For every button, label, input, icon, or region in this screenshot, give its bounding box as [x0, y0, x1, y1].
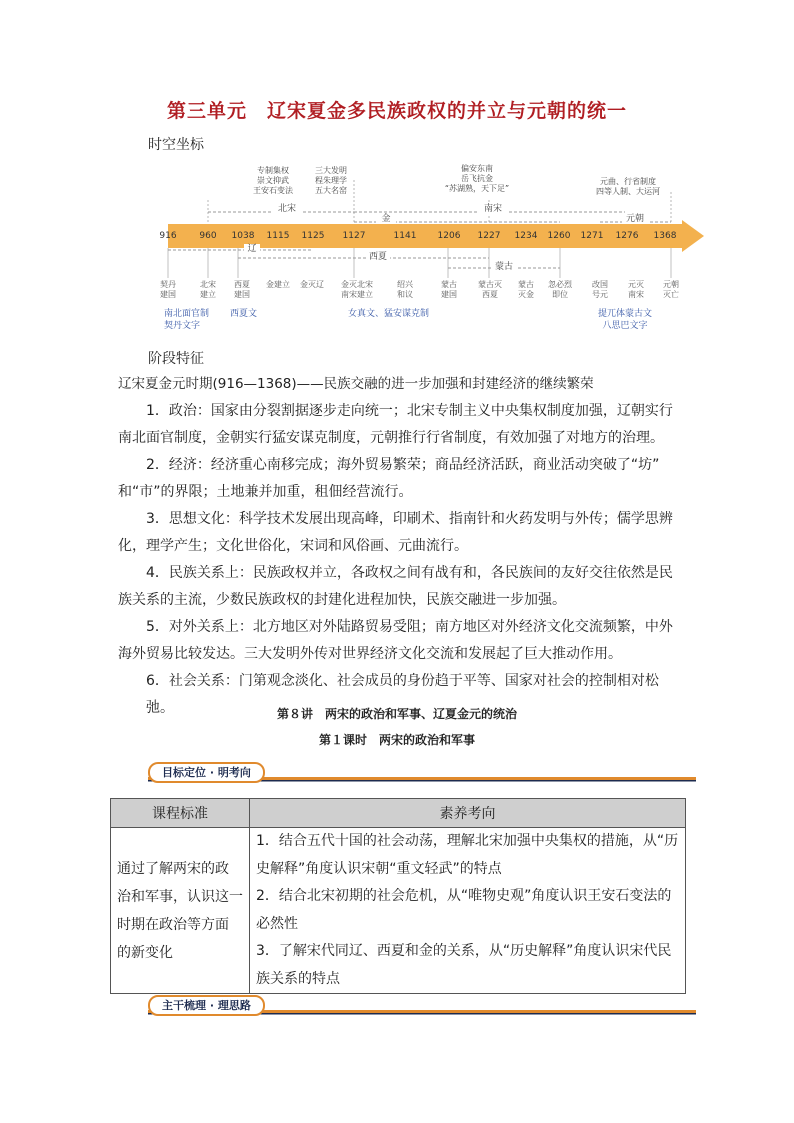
table-row	[111, 828, 686, 994]
year-label: 1234	[514, 231, 538, 241]
feature-item: 6．社会关系：门第观念淡化、社会成员的身份趋于平等、国家对社会的控制相对松弛。	[146, 673, 659, 716]
features-block	[118, 371, 678, 722]
goal-item: 3．了解宋代同辽、西夏和金的关系，从“历史解释”角度认识宋代民 族关系的特点	[256, 943, 672, 987]
timeline-above-event: 三大发明 程朱理学 五大名窑	[315, 166, 347, 195]
timeline-below-event: 元灭 南宋	[628, 280, 644, 299]
timeline-below-event: 蒙古灭 西夏	[478, 280, 502, 299]
year-label: 960	[199, 231, 217, 241]
culture-note: 南北面官制 契丹文字	[164, 309, 210, 331]
section-timeline-label: 时空坐标	[148, 137, 204, 153]
year-label: 1368	[653, 231, 677, 241]
goals-cell	[250, 828, 686, 994]
standards-table	[110, 798, 686, 994]
timeline-below-event: 蒙古 灭金	[518, 280, 534, 299]
feature-item: 4．民族关系上：民族政权并立，各政权之间有战有和，各民族间的友好交往依然是民 族关系的主流，少数民族政权的封建化进程加快，民族交融进一步加强。	[118, 565, 673, 608]
timeline-below-event: 北宋 建立	[200, 280, 216, 299]
year-label: 1227	[477, 231, 501, 241]
culture-note: 提兀体蒙古文 八思巴文字	[598, 309, 653, 331]
year-label: 916	[159, 231, 177, 241]
feature-item: 1．政治：国家由分裂割据逐步走向统一；北宋专制主义中央集权制度加强，辽朝实行 南北面官制度，金朝实行猛安谋克制度，元朝推行行省制度，有效加强了对地方的治理。	[118, 403, 673, 446]
timeline-below-event: 忽必烈 即位	[548, 280, 572, 299]
timeline-below-event: 金建立	[266, 280, 290, 289]
banner-pill	[148, 995, 265, 1016]
year-label: 1115	[266, 231, 290, 241]
culture-note: 女真文、猛安谋克制	[348, 309, 430, 319]
banner-text: 目标定位 · 明考向	[162, 766, 251, 779]
year-label: 1276	[615, 231, 639, 241]
banner-outline	[118, 992, 696, 1018]
dynasty-label-lower: 辽	[244, 244, 260, 254]
unit-title: 第三单元 辽宋夏金多民族政权的并立与元朝的统一	[166, 100, 627, 122]
timeline-below-event: 改国 号元	[592, 280, 608, 299]
year-label: 1260	[547, 231, 571, 241]
timeline-below-event: 蒙古 建国	[441, 280, 457, 299]
features-headline: 辽宋夏金元时期(916—1368)——民族交融的进一步加强和封建经济的继续繁荣	[118, 376, 594, 392]
timeline-below-event: 契丹 建国	[160, 280, 176, 299]
dynasty-label-upper: 金	[376, 214, 396, 224]
timeline-above-event: 元曲、行省制度 四等人制、大运河	[596, 177, 660, 196]
year-label: 1127	[342, 231, 366, 241]
banner-pill	[148, 762, 265, 783]
dynasty-label-upper: 元朝	[622, 214, 648, 224]
lesson-title: 第１课时 两宋的政治和军事	[318, 733, 475, 747]
section-features-label: 阶段特征	[148, 351, 204, 367]
timeline-figure	[152, 160, 708, 342]
timeline-above-event: 偏安东南 岳飞抗金 “苏湖熟，天下足”	[444, 164, 510, 193]
dynasty-label-lower: 西夏	[366, 252, 390, 262]
banner-goals	[118, 759, 696, 785]
timeline-below-event: 元朝 灭亡	[663, 280, 679, 299]
lecture-title: 第８讲 两宋的政治和军事、辽夏金元的统治	[276, 707, 517, 721]
dynasty-label-lower: 蒙古	[492, 262, 516, 272]
timeline-above-event: 专制集权 崇文抑武 王安石变法	[253, 166, 293, 195]
year-label: 1206	[437, 231, 461, 241]
table-header-cell: 课程标准	[111, 799, 250, 828]
dynasty-label-upper: 北宋	[272, 204, 302, 214]
table-header-cell: 素养考向	[250, 799, 686, 828]
timeline-below-event: 金灭辽	[300, 280, 324, 289]
dynasty-label-upper: 南宋	[478, 204, 508, 214]
goal-item: 1．结合五代十国的社会动荡，理解北宋加强中央集权的措施，从“历 史解释”角度认识宋朝“重文轻武”的特点	[256, 833, 679, 877]
table-header-row	[111, 799, 686, 828]
goal-item: 2．结合北宋初期的社会危机，从“唯物史观”角度认识王安石变法的 必然性	[256, 888, 672, 932]
timeline-below-event: 金灭北宋 南宋建立	[341, 280, 373, 299]
standard-cell: 通过了解两宋的政 治和军事，认识这一 时期在政治等方面 的新变化	[111, 828, 250, 994]
year-label: 1125	[301, 231, 325, 241]
feature-item: 5．对外关系上：北方地区对外陆路贸易受阻；南方地区对外经济文化交流频繁，中外 海外贸易比较发达。三大发明外传对世界经济文化交流和发展起了巨大推动作用。	[118, 619, 673, 662]
timeline-below-event: 绍兴 和议	[397, 280, 413, 299]
year-label: 1271	[580, 231, 604, 241]
timeline-below-event: 西夏 建国	[234, 280, 250, 299]
year-label: 1038	[231, 231, 255, 241]
feature-item: 2．经济：经济重心南移完成；海外贸易繁荣；商品经济活跃，商业活动突破了“坊” 和“市”的界限；土地兼并加重，租佃经营流行。	[118, 457, 660, 500]
banner-text: 主干梳理 · 理思路	[162, 999, 251, 1012]
feature-item: 3．思想文化：科学技术发展出现高峰，印刷术、指南针和火药发明与外传；儒学思辨 化，理学产生；文化世俗化，宋词和风俗画、元曲流行。	[118, 511, 673, 554]
culture-note: 西夏文	[230, 309, 258, 319]
year-label: 1141	[393, 231, 417, 241]
